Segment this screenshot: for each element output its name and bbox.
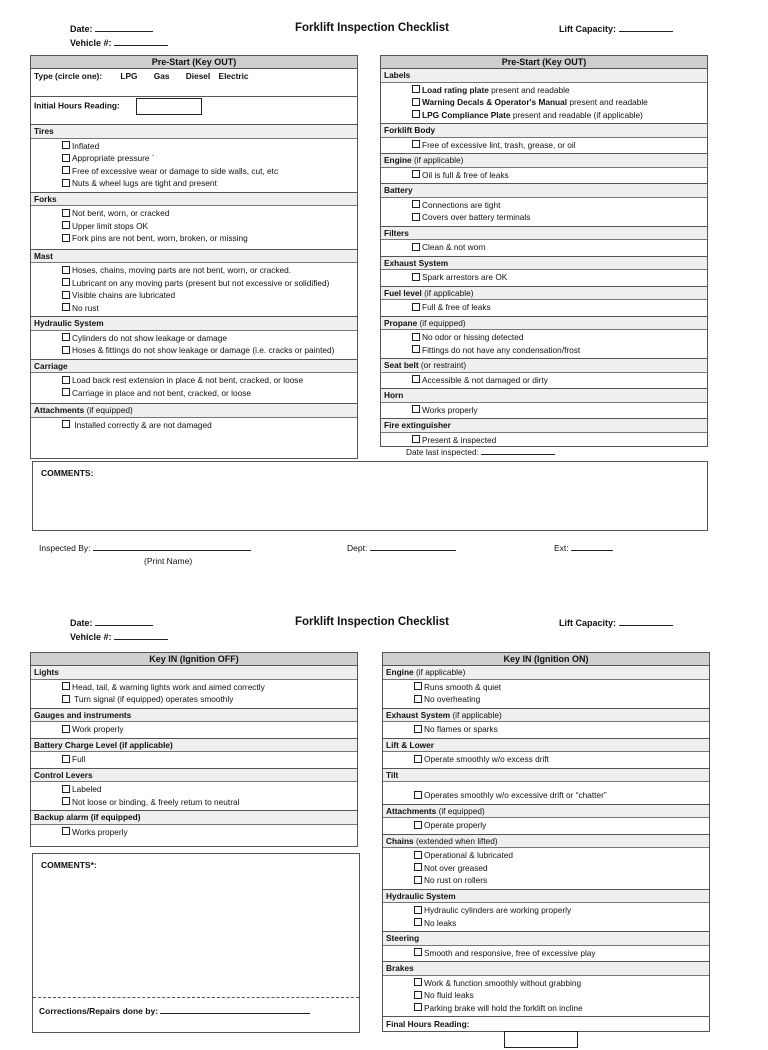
date-inspected-line [481, 454, 555, 455]
lights-section [31, 666, 357, 709]
filters-section [381, 227, 707, 257]
section-title [381, 359, 707, 373]
section-note: (if equipped) [86, 405, 133, 415]
print-name-label: (Print Name) [144, 556, 193, 566]
propane-section [381, 317, 707, 360]
section-title: Tires [31, 125, 357, 139]
hours-section [31, 97, 357, 125]
section-title: Tilt [383, 769, 709, 783]
dept-line [370, 550, 456, 551]
control-levers-section [31, 769, 357, 812]
section-note: (if applicable) [424, 287, 474, 298]
section-title: Steering [383, 932, 709, 946]
comments-box[interactable] [32, 461, 708, 531]
key-in-off-panel [30, 652, 358, 847]
section-title-text: Attachments [386, 805, 437, 816]
section-title [383, 835, 709, 849]
exhaust-section [383, 709, 709, 739]
checkbox-item[interactable]: Connections are tight [384, 199, 704, 212]
panel-title: Key IN (Ignition OFF) [31, 653, 357, 666]
checkbox-item[interactable]: Visible chains are lubricated [34, 289, 354, 302]
section-title-text: Seat belt [384, 360, 419, 370]
lift-capacity-field[interactable] [559, 24, 673, 34]
date-line [95, 31, 153, 32]
checkbox-item[interactable]: Inflated [34, 140, 354, 153]
engine-section [381, 154, 707, 184]
section-note: (or restraint) [420, 360, 467, 370]
checkbox-item[interactable]: Carriage in place and not bent, cracked, or loose [34, 387, 354, 400]
checkbox-item[interactable]: Parking brake will hold the forklift on incline [386, 1002, 706, 1015]
section-title: Forklift Body [381, 124, 707, 138]
checkbox-item[interactable]: No fluid leaks [386, 989, 706, 1002]
panel-title: Key IN (Ignition ON) [383, 653, 709, 666]
fuel-section [381, 287, 707, 317]
vehicle-label: Vehicle #: [70, 632, 112, 642]
checkbox-item[interactable]: Accessible & not damaged or dirty [384, 374, 704, 387]
battery-section [381, 184, 707, 227]
form-title: Forklift Inspection Checklist [295, 22, 449, 34]
section-title [383, 666, 709, 680]
checkbox-item[interactable]: Operates smoothly w/o excessive drift or “chatter” [386, 789, 706, 802]
forks-section [31, 193, 357, 250]
hours-label: Initial Hours Reading: [34, 100, 120, 111]
checkbox-item[interactable]: No flames or sparks [386, 723, 706, 736]
section-title-text: Exhaust System [386, 709, 451, 720]
key-in-on-panel [382, 652, 710, 1032]
checkbox-item[interactable]: Covers over battery terminals [384, 211, 704, 224]
checkbox-item[interactable] [384, 109, 704, 122]
battery-charge-section [31, 739, 357, 769]
inspected-by-label: Inspected By: [39, 543, 91, 553]
checkbox-item[interactable]: Lubricant on any moving parts (present but not excessive or solidified) [34, 277, 354, 290]
section-title: Backup alarm (if equipped) [31, 811, 357, 825]
checkbox-item[interactable]: Not bent, worn, or cracked [34, 207, 354, 220]
inspected-by-line [93, 550, 251, 551]
section-title-text: Chains [386, 835, 414, 846]
section-title: Fire extinguisher [381, 419, 707, 433]
backup-alarm-section [31, 811, 357, 840]
checkbox-item[interactable]: Works properly [384, 404, 704, 417]
section-title-text: Propane [384, 317, 418, 328]
date-field[interactable] [70, 618, 153, 628]
section-title: Filters [381, 227, 707, 241]
brakes-section [383, 962, 709, 1017]
section-title: Gauges and instruments [31, 709, 357, 723]
type-label: Type (circle one): [34, 71, 103, 81]
carriage-section [31, 360, 357, 405]
type-option-lpg[interactable]: LPG [120, 71, 138, 81]
final-hours-section [383, 1017, 709, 1050]
hydraulic-section [383, 890, 709, 933]
exhaust-section [381, 257, 707, 287]
checkbox-item[interactable]: Present & inspected [384, 434, 704, 447]
labels-section [381, 69, 707, 124]
section-note: (if applicable) [452, 709, 502, 720]
checkbox-item[interactable]: Appropriate pressure ` [34, 152, 354, 165]
section-note: (if equipped) [419, 317, 466, 328]
checkbox-item[interactable]: Nuts & wheel lugs are tight and present [34, 177, 354, 190]
checkbox-item[interactable]: Free of excessive lint, trash, grease, or oil [384, 139, 704, 152]
type-option-electric[interactable]: Electric [218, 71, 249, 81]
section-title [381, 154, 707, 168]
item-text: present and readable (if applicable) [510, 109, 643, 120]
section-title: Battery Charge Level (if applicable) [31, 739, 357, 753]
checkbox-item[interactable]: Smooth and responsive, free of excessive play [386, 947, 706, 960]
section-title: Mast [31, 250, 357, 264]
checkbox-item[interactable]: Hydraulic cylinders are working properly [386, 904, 706, 917]
vehicle-field[interactable] [70, 38, 168, 48]
checkbox-item[interactable]: Full & free of leaks [384, 301, 704, 314]
tires-section [31, 125, 357, 193]
checkbox-item[interactable]: Operate smoothly w/o excess drift [386, 753, 706, 766]
checkbox-item[interactable] [384, 96, 704, 109]
vehicle-line [114, 45, 168, 46]
section-title: Hydraulic System [383, 890, 709, 904]
checkbox-item[interactable]: Installed correctly & are not damaged [34, 419, 354, 432]
lift-capacity-line [619, 625, 673, 626]
checkbox-item[interactable]: Spark arrestors are OK [384, 271, 704, 284]
corrections-line [160, 1013, 310, 1014]
checkbox-item[interactable]: No leaks [386, 917, 706, 930]
section-title: Hydraulic System [31, 317, 357, 331]
checkbox-item[interactable]: Fittings do not have any condensation/frost [384, 344, 704, 357]
type-options [120, 70, 248, 83]
ext-field[interactable] [554, 543, 613, 553]
vehicle-line [114, 639, 168, 640]
checkbox-item[interactable]: Upper limit stops OK [34, 220, 354, 233]
checkbox-item[interactable]: Work & function smoothly without grabbing [386, 977, 706, 990]
inspected-by-field[interactable] [39, 543, 251, 553]
checkbox-item[interactable]: Operational & lubricated [386, 849, 706, 862]
dept-field[interactable] [347, 543, 456, 553]
checkbox-item[interactable]: Head, tail, & warning lights work and aimed correctly [34, 681, 354, 694]
panel-title: Pre-Start (Key OUT) [381, 56, 707, 69]
hours-input[interactable] [136, 98, 202, 115]
steering-section [383, 932, 709, 962]
section-note: (extended when lifted) [415, 835, 498, 846]
comments-label: COMMENTS*: [41, 860, 97, 870]
section-title [31, 404, 357, 418]
section-title [381, 287, 707, 301]
attachments-section [31, 404, 357, 433]
form-title: Forklift Inspection Checklist [295, 616, 449, 628]
corrections-label: Corrections/Repairs done by: [39, 1006, 159, 1016]
seatbelt-section [381, 359, 707, 389]
item-text: present and readable [488, 84, 570, 95]
checkbox-item[interactable]: Hoses & fittings do not show leakage or damage (i.e. cracks or painted) [34, 344, 354, 357]
final-hours-label: Final Hours Reading: [386, 1019, 470, 1029]
tilt-section [383, 769, 709, 805]
hydraulic-section [31, 317, 357, 360]
lift-capacity-label: Lift Capacity: [559, 24, 617, 34]
section-title: Forks [31, 193, 357, 207]
horn-section [381, 389, 707, 419]
section-title [381, 317, 707, 331]
item-bold: LPG Compliance Plate [422, 109, 511, 120]
date-inspected-field[interactable] [384, 446, 704, 459]
item-bold: Warning Decals & Operator's Manual [422, 97, 568, 107]
prestart-left-panel [30, 55, 358, 459]
lift-capacity-field[interactable] [559, 618, 673, 628]
checkbox-item[interactable]: Turn signal (if equipped) operates smoothly [34, 693, 354, 706]
ext-label: Ext: [554, 543, 569, 553]
checkbox-item[interactable]: Oil is full & free of leaks [384, 169, 704, 182]
lift-lower-section [383, 739, 709, 769]
item-bold: Load rating plate [422, 84, 489, 95]
section-title: Battery [381, 184, 707, 198]
checkbox-item[interactable]: Clean & not worn [384, 241, 704, 254]
section-title [383, 709, 709, 723]
attachments-section [383, 805, 709, 835]
type-option-diesel[interactable]: Diesel [185, 71, 211, 81]
mast-section [31, 250, 357, 318]
checkbox-item[interactable]: Not over greased [386, 862, 706, 875]
checkbox-item[interactable]: Full [34, 753, 354, 766]
section-title-text: Fuel level [384, 287, 422, 298]
section-title [383, 805, 709, 819]
date-inspected-label: Date last inspected: [406, 447, 479, 457]
checkbox-item[interactable]: Cylinders do not show leakage or damage [34, 332, 354, 345]
checkbox-item[interactable]: No overheating [386, 693, 706, 706]
section-title-text: Engine [384, 155, 412, 165]
type-section [31, 69, 357, 97]
panel-title: Pre-Start (Key OUT) [31, 56, 357, 69]
section-note: (if applicable) [413, 155, 464, 165]
vehicle-field[interactable] [70, 632, 168, 642]
gauges-section [31, 709, 357, 739]
section-title: Exhaust System [381, 257, 707, 271]
checkbox-item[interactable]: Operate properly [386, 819, 706, 832]
chains-section [383, 835, 709, 890]
section-title-text: Attachments [34, 405, 85, 415]
checkbox-item[interactable]: Fork pins are not bent, worn, broken, or missing [34, 232, 354, 245]
lift-capacity-line [619, 31, 673, 32]
date-line [95, 625, 153, 626]
checkbox-item[interactable]: Free of excessive wear or damage to side walls, cut, etc [34, 165, 354, 178]
checkbox-item[interactable]: Not loose or binding, & freely return to neutral [34, 796, 354, 809]
dept-label: Dept: [347, 543, 368, 553]
section-title: Control Levers [31, 769, 357, 783]
engine-section [383, 666, 709, 709]
checkbox-item[interactable]: No rust on rollers [386, 874, 706, 887]
section-title: Labels [381, 69, 707, 83]
extinguisher-section [381, 419, 707, 461]
checkbox-item[interactable] [384, 84, 704, 97]
section-note: (if applicable) [415, 667, 466, 677]
vehicle-label: Vehicle #: [70, 38, 112, 48]
body-section [381, 124, 707, 154]
lift-capacity-label: Lift Capacity: [559, 618, 617, 628]
item-text: present and readable [567, 97, 648, 107]
checkbox-item[interactable]: No rust [34, 302, 354, 315]
checkbox-item[interactable]: Work properly [34, 723, 354, 736]
dashed-divider [33, 997, 359, 998]
checkbox-item[interactable]: Works properly [34, 826, 354, 839]
section-title: Brakes [383, 962, 709, 976]
checkbox-item[interactable]: Load back rest extension in place & not bent, cracked, or loose [34, 374, 354, 387]
section-title: Carriage [31, 360, 357, 374]
ext-line [571, 550, 613, 551]
checkbox-item[interactable]: No odor or hissing detected [384, 331, 704, 344]
checkbox-item[interactable]: Runs smooth & quiet [386, 681, 706, 694]
date-label: Date: [70, 24, 93, 34]
section-note: (if equipped) [438, 805, 485, 816]
section-title: Lift & Lower [383, 739, 709, 753]
date-label: Date: [70, 618, 93, 628]
checkbox-item[interactable]: Hoses, chains, moving parts are not bent, worn, or cracked. [34, 264, 354, 277]
section-title: Horn [381, 389, 707, 403]
comments-label: COMMENTS: [41, 468, 94, 478]
date-field[interactable] [70, 24, 153, 34]
corrections-field[interactable] [39, 1006, 310, 1016]
section-title: Lights [31, 666, 357, 680]
prestart-right-panel [380, 55, 708, 457]
type-option-gas[interactable]: Gas [153, 71, 170, 81]
section-title-text: Engine [386, 667, 414, 677]
checkbox-item[interactable]: Labeled [34, 783, 354, 796]
final-hours-input[interactable] [504, 1031, 578, 1048]
